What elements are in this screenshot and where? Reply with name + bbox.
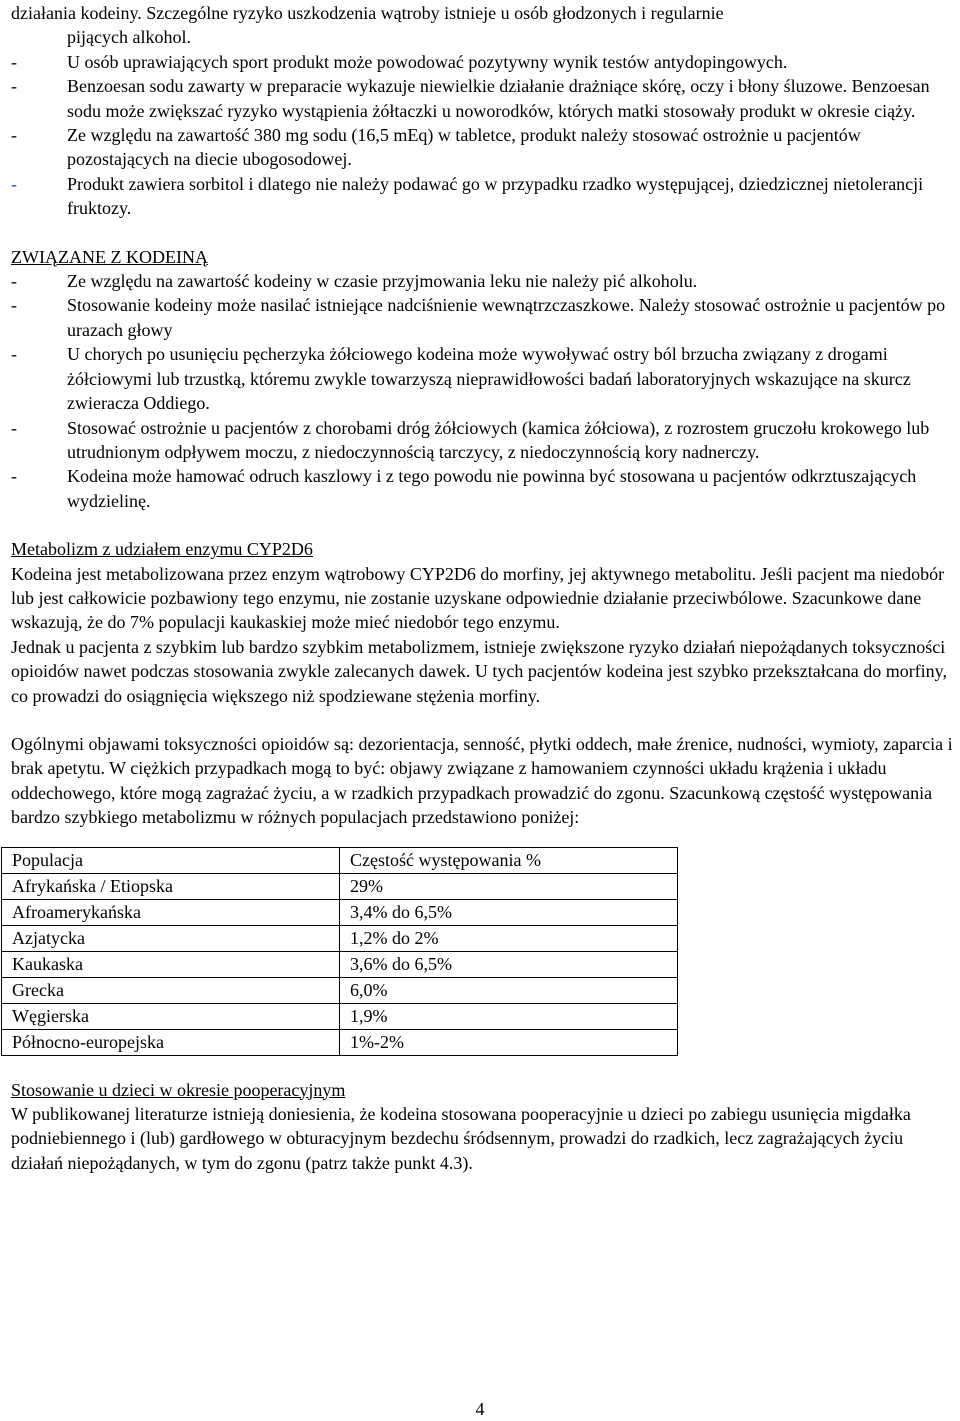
spacer [11, 708, 956, 732]
table-cell-population: Północno-europejska [2, 1029, 340, 1055]
bullet-text: Stosować ostrożnie u pacjentów z chorobami dróg żółciowych (kamica żółciowa), z rozrostem gruczołu krokowego lub utrudnionym odpływem moczu, z niedoczynnością tarczycy, z niedoczynnością kory nadnerczy. [67, 417, 930, 462]
bullet-item [11, 416, 956, 465]
table-cell-frequency: 1,9% [340, 1003, 678, 1029]
table-cell-population: Grecka [2, 977, 340, 1003]
section-heading-children: Stosowanie u dzieci w okresie pooperacyjnym [11, 1079, 346, 1100]
table-cell-frequency: 6,0% [340, 977, 678, 1003]
table-row [2, 873, 678, 899]
document-page [11, 1, 956, 1175]
paragraph: Kodeina jest metabolizowana przez enzym wątrobowy CYP2D6 do morfiny, jej aktywnego metabolitu. Jeśli pacjent ma niedobór lub jest całkowicie pozbawiony tego enzymu, nie zostanie uzyskane odpowiednie działanie przeciwbólowe. Szacunkowe dane wskazują, że do 7% populacji kaukaskiej może mieć niedobór tego enzymu. [11, 563, 945, 633]
bullet-dash: - [11, 344, 17, 365]
bullet-text: Ze względu na zawartość 380 mg sodu (16,5 mEq) w tabletce, produkt należy stosować ostrożnie u pacjentów pozostających na diecie ubogosodowej. [67, 125, 861, 170]
bullet-dash: - [11, 76, 17, 97]
bullet-item [11, 123, 956, 172]
table-cell-population: Afroamerykańska [2, 899, 340, 925]
table-cell-population: Afrykańska / Etiopska [2, 873, 340, 899]
table-header-row [2, 847, 678, 873]
table-row [2, 1029, 678, 1055]
bullet-item [11, 342, 956, 415]
table-cell-frequency: 29% [340, 873, 678, 899]
table-header-cell: Częstość występowania % [340, 847, 678, 873]
section-heading-metabolism: Metabolizm z udziałem enzymu CYP2D6 [11, 539, 313, 560]
table-cell-frequency: 3,6% do 6,5% [340, 951, 678, 977]
continuation-line-1: działania kodeiny. Szczególne ryzyko uszkodzenia wątroby istnieje u osób głodzonych i regularnie [11, 3, 724, 23]
bullet-item [11, 74, 956, 123]
bullet-text: Kodeina może hamować odruch kaszlowy i z tego powodu nie powinna być stosowana u pacjentów odkrztuszających wydzielinę. [67, 466, 917, 511]
paragraph: Ogólnymi objawami toksyczności opioidów są: dezorientacja, senność, płytki oddech, małe źrenice, nudności, wymioty, zaparcia i brak apetytu. W ciężkich przypadkach mogą to być: objawy związane z hamowaniem czynności układu krążenia i układu oddechowego, które mogą zagrażać życiu, a w rzadkich przypadkach prowadzić do zgonu. Szacunkową częstość występowania bardzo szybkiego metabolizmu w różnych populacjach przedstawiono poniżej: [11, 733, 953, 828]
bullet-item [11, 464, 956, 513]
bullet-text: U chorych po usunięciu pęcherzyka żółciowego kodeina może wywoływać ostry ból brzucha związany z drogami żółciowymi lub trzustką, któremu zwykle towarzyszą nieprawidłowości badań laboratoryjnych wskazujące na skurcz zwieracza Oddiego. [67, 344, 911, 414]
bullet-dash: - [11, 51, 17, 72]
table-row [2, 951, 678, 977]
bullet-dash: - [11, 417, 17, 438]
page-number: 4 [475, 1399, 485, 1419]
spacer [11, 513, 956, 537]
table-cell-population: Węgierska [2, 1003, 340, 1029]
spacer [11, 221, 956, 245]
bullet-dash: - [11, 173, 17, 194]
bullet-item [11, 50, 956, 74]
section-heading-codeine: ZWIĄZANE Z KODEINĄ [11, 246, 208, 267]
paragraph: Jednak u pacjenta z szybkim lub bardzo szybkim metabolizmem, istnieje zwiększone ryzyko działań niepożądanych toksyczności opioidów nawet podczas stosowania zwykle zalecanych dawek. U tych pacjentów kodeina jest szybko przekształcana do morfiny, co prowadzi do osiągnięcia większego niż spodziewane stężenia morfiny. [11, 636, 948, 706]
bullet-item [11, 293, 956, 342]
bullet-text: Benzoesan sodu zawarty w preparacie wykazuje niewielkie działanie drażniące skórę, oczy i błony śluzowe. Benzoesan sodu może zwiększać ryzyko wystąpienia żółtaczki u noworodków, których matki stosowały produkt w okresie ciąży. [67, 76, 930, 121]
bullet-dash: - [11, 295, 17, 316]
table-cell-frequency: 1%-2% [340, 1029, 678, 1055]
paragraph: W publikowanej literaturze istnieją doniesienia, że kodeina stosowana pooperacyjnie u dzieci po zabiegu usunięcia migdałka podniebiennego i (lub) gardłowego w obturacyjnym bezdechu śródsennym, prowadzi do rzadkich, lecz zagrażających życiu działań niepożądanych, w tym do zgonu (patrz także punkt 4.3). [11, 1104, 911, 1173]
table-cell-frequency: 1,2% do 2% [340, 925, 678, 951]
table-row [2, 977, 678, 1003]
table-cell-population: Kaukaska [2, 951, 340, 977]
bullet-item [11, 269, 956, 293]
table-cell-population: Azjatycka [2, 925, 340, 951]
bullet-text: Stosowanie kodeiny może nasilać istniejące nadciśnienie wewnątrzczaszkowe. Należy stosować ostrożnie u pacjentów po urazach głowy [67, 295, 946, 340]
table-row [2, 1003, 678, 1029]
table-header-cell: Populacja [2, 847, 340, 873]
spacer [11, 1056, 956, 1078]
table-row [2, 899, 678, 925]
frequency-table [1, 847, 678, 1056]
table-cell-frequency: 3,4% do 6,5% [340, 899, 678, 925]
bullet-item [11, 172, 956, 221]
bullet-text: U osób uprawiających sport produkt może powodować pozytywny wynik testów antydopingowych. [67, 51, 788, 72]
table-row [2, 925, 678, 951]
bullet-text: Ze względu na zawartość kodeiny w czasie przyjmowania leku nie należy pić alkoholu. [67, 271, 698, 292]
bullet-dash: - [11, 125, 17, 146]
bullet-dash: - [11, 466, 17, 487]
bullet-text: Produkt zawiera sorbitol i dlatego nie należy podawać go w przypadku rzadko występującej, dziedzicznej nietolerancji fruktozy. [67, 173, 924, 219]
bullet-dash: - [11, 271, 17, 292]
continuation-line-2: pijących alkohol. [67, 27, 191, 48]
